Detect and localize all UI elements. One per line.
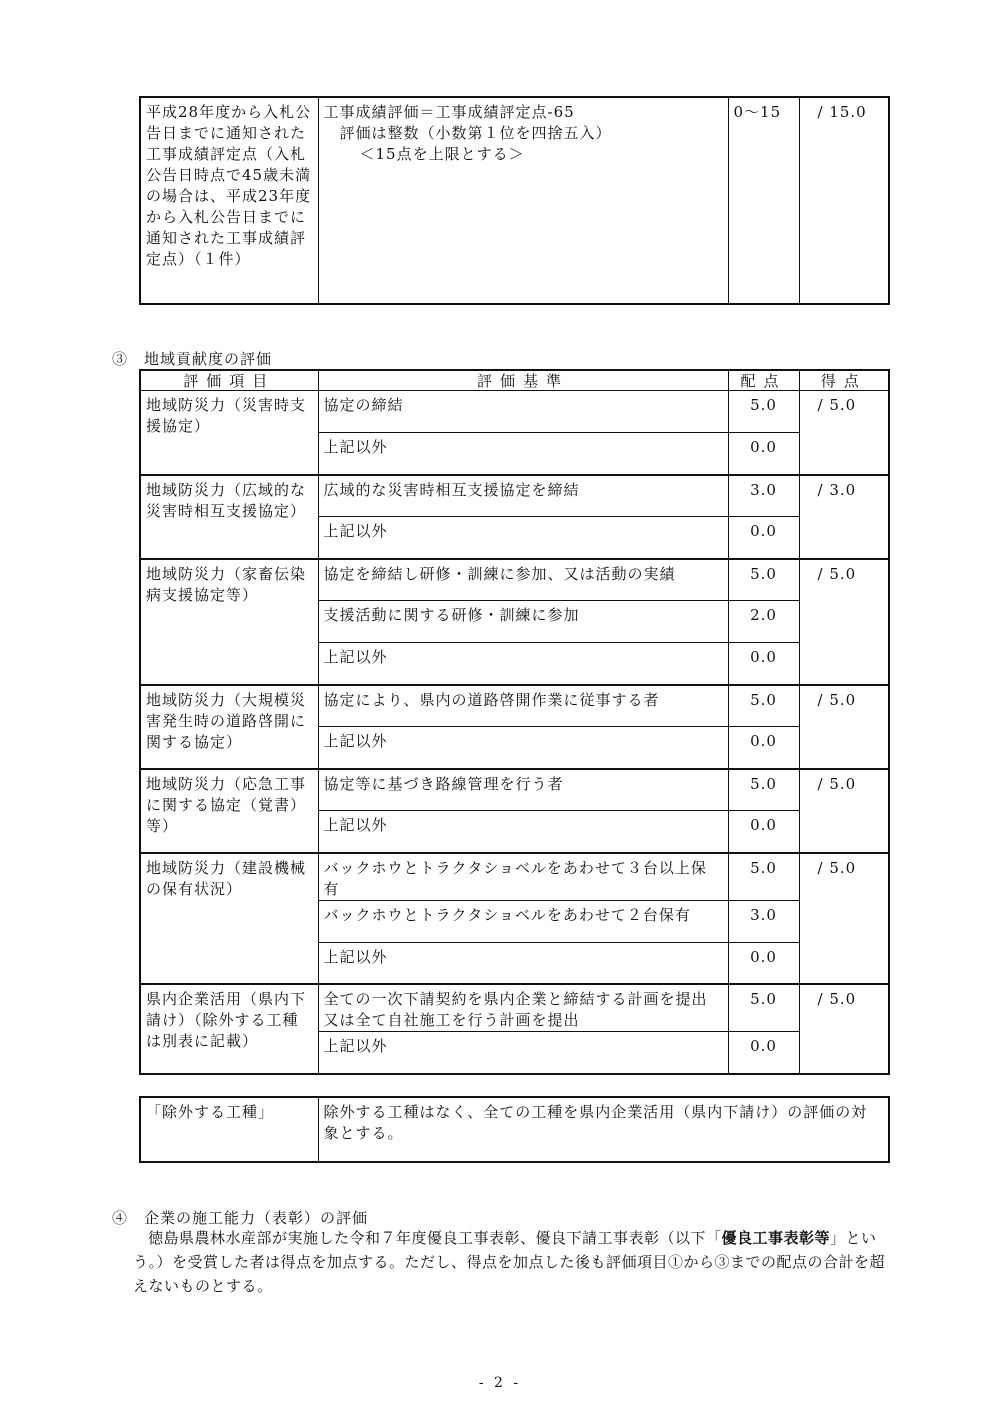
- points-value: 5.0: [750, 690, 777, 709]
- criteria-cell: [318, 727, 728, 769]
- section4-text-part2: 」という。）を受賞した者は得点を加点する。ただし、得点を加点した後も評価項目①から③までの配点の合計を超えないものとする。: [133, 1229, 886, 1295]
- points-cell: [728, 475, 799, 517]
- evaluation-item-cell: [140, 984, 318, 1074]
- criteria-cell: [318, 685, 728, 727]
- evaluation-item: 地域防災力（応急工事に関する協定（覚書）等）: [146, 774, 307, 835]
- section3-title: ③ 地域貢献度の評価: [112, 350, 273, 368]
- points-value: 0.0: [750, 438, 777, 456]
- points-value: 0.0: [750, 1037, 777, 1055]
- score-value: / 5.0: [817, 564, 857, 583]
- points-cell: [728, 942, 799, 984]
- evaluation-item-cell: [140, 391, 318, 475]
- criteria-text: 全ての一次下請契約を県内企業と締結する計画を提出又は全て自社施工を行う計画を提出: [323, 990, 708, 1029]
- top-item-text: 平成28年度から入札公告日までに通知された工事成績評定点（入札公告日時点で45歳未満の場合は、平成23年度から入札公告日までに通知された工事成績評定点）（１件）: [146, 103, 312, 268]
- evaluation-item-cell: [140, 559, 318, 685]
- score-value: / 5.0: [817, 774, 857, 793]
- criteria-cell: [318, 475, 728, 517]
- excluded-work-types-table: [139, 1096, 890, 1163]
- score-cell: [799, 769, 889, 853]
- criteria-cell: [318, 1032, 728, 1074]
- top-score-cell: [799, 97, 889, 304]
- points-cell: [728, 811, 799, 853]
- table-row: [140, 559, 889, 601]
- table-row: [140, 984, 889, 1032]
- criteria-text: 協定により、県内の道路啓開作業に従事する者: [323, 690, 660, 709]
- criteria-text: 協定の締結: [323, 396, 404, 414]
- criteria-text: 上記以外: [323, 732, 388, 750]
- table-row: [140, 685, 889, 727]
- points-cell: [728, 391, 799, 433]
- points-cell: [728, 643, 799, 685]
- points-value: 5.0: [750, 396, 777, 414]
- evaluation-item-cell: [140, 769, 318, 853]
- table-row: [140, 391, 889, 433]
- score-cell: [799, 853, 889, 985]
- score-cell: [799, 685, 889, 769]
- score-value: / 5.0: [817, 690, 857, 709]
- criteria-cell: [318, 391, 728, 433]
- evaluation-item: 地域防災力（広域的な災害時相互支援協定）: [146, 480, 307, 520]
- points-cell: [728, 727, 799, 769]
- points-value: 0.0: [750, 732, 777, 750]
- criteria-text: 上記以外: [323, 522, 388, 540]
- points-value: 5.0: [750, 858, 777, 877]
- points-cell: [728, 769, 799, 811]
- header-criteria: 評価基準: [318, 370, 728, 391]
- evaluation-item: 地域防災力（家畜伝染病支援協定等）: [146, 564, 307, 604]
- evaluation-item-cell: [140, 475, 318, 559]
- top-points: 0～15: [733, 103, 782, 121]
- criteria-text: 広域的な災害時相互支援協定を締結: [323, 480, 580, 499]
- table-row: [140, 475, 889, 517]
- points-value: 0.0: [750, 648, 777, 666]
- criteria-cell: [318, 853, 728, 901]
- points-value: 0.0: [750, 522, 777, 540]
- criteria-cell: [318, 601, 728, 643]
- criteria-cell: [318, 769, 728, 811]
- criteria-cell: [318, 643, 728, 685]
- header-item: 評価項目: [140, 370, 318, 391]
- page-number: - 2 -: [478, 1375, 522, 1391]
- points-value: 3.0: [750, 480, 777, 499]
- score-cell: [799, 391, 889, 475]
- criteria-text: 協定を締結し研修・訓練に参加、又は活動の実績: [323, 564, 676, 583]
- criteria-text: バックホウとトラクタショベルをあわせて２台保有: [323, 905, 691, 924]
- score-cell: [799, 984, 889, 1074]
- top-criteria-line1: 工事成績評価＝工事成績評定点-65: [323, 103, 575, 121]
- points-cell: [728, 601, 799, 643]
- top-criteria-cell: [318, 97, 728, 304]
- points-cell: [728, 984, 799, 1032]
- table-header-row: [140, 370, 889, 391]
- score-value: / 5.0: [817, 858, 857, 877]
- header-points: 配点: [728, 370, 799, 391]
- points-cell: [728, 853, 799, 901]
- points-value: 5.0: [750, 564, 777, 583]
- points-cell: [728, 559, 799, 601]
- score-value: / 5.0: [817, 990, 857, 1008]
- points-value: 5.0: [750, 774, 777, 793]
- exclude-text: 除外する工種はなく、全ての工種を県内企業活用（県内下請け）の評価の対象とする。: [323, 1103, 868, 1142]
- table-row: [140, 853, 889, 901]
- section4-text-part1: 徳島県農林水産部が実施した令和７年度優良工事表彰、優良下請工事表彰（以下「: [148, 1229, 722, 1247]
- section4-paragraph: [133, 1226, 893, 1298]
- table-row: [140, 769, 889, 811]
- section4-title: ④ 企業の施工能力（表彰）の評価: [112, 1209, 369, 1227]
- criteria-text: 上記以外: [323, 648, 388, 666]
- points-value: 2.0: [750, 606, 777, 624]
- top-points-cell: [728, 97, 799, 304]
- points-cell: [728, 900, 799, 942]
- criteria-text: バックホウとトラクタショベルをあわせて３台以上保有: [323, 858, 707, 898]
- top-score: / 15.0: [817, 103, 867, 121]
- criteria-text: 支援活動に関する研修・訓練に参加: [323, 606, 580, 624]
- section4-bold-term: 優良工事表彰等: [721, 1229, 831, 1247]
- points-cell: [728, 1032, 799, 1074]
- points-value: 0.0: [750, 947, 777, 966]
- evaluation-item: 県内企業活用（県内下請け）（除外する工種は別表に記載）: [146, 990, 307, 1050]
- score-cell: [799, 559, 889, 685]
- points-cell: [728, 685, 799, 727]
- criteria-cell: [318, 559, 728, 601]
- exclude-text-cell: [318, 1097, 889, 1162]
- points-cell: [728, 517, 799, 559]
- criteria-text: 上記以外: [323, 438, 388, 456]
- criteria-text: 協定等に基づき路線管理を行う者: [323, 774, 564, 793]
- criteria-cell: [318, 433, 728, 475]
- regional-contribution-table: [139, 369, 890, 1075]
- criteria-cell: [318, 984, 728, 1032]
- top-criteria-line3: ＜15点を上限とする＞: [359, 145, 525, 163]
- score-value: / 3.0: [817, 480, 857, 499]
- exclude-label: 「除外する工種」: [146, 1103, 275, 1121]
- points-value: 0.0: [750, 816, 777, 834]
- criteria-cell: [318, 942, 728, 984]
- criteria-text: 上記以外: [323, 947, 388, 966]
- top-item-cell: [140, 97, 318, 304]
- header-score: 得点: [799, 370, 889, 391]
- points-value: 5.0: [750, 990, 777, 1008]
- top-evaluation-table: [139, 96, 890, 305]
- criteria-cell: [318, 517, 728, 559]
- top-criteria-line2: 評価は整数（小数第１位を四捨五入）: [339, 124, 612, 142]
- evaluation-item: 地域防災力（災害時支援協定）: [146, 396, 307, 435]
- points-cell: [728, 433, 799, 475]
- criteria-text: 上記以外: [323, 1037, 388, 1055]
- evaluation-item: 地域防災力（建設機械の保有状況）: [146, 858, 307, 898]
- score-cell: [799, 475, 889, 559]
- criteria-text: 上記以外: [323, 816, 388, 834]
- criteria-cell: [318, 900, 728, 942]
- evaluation-item-cell: [140, 853, 318, 985]
- score-value: / 5.0: [817, 396, 857, 414]
- points-value: 3.0: [750, 905, 777, 924]
- criteria-cell: [318, 811, 728, 853]
- evaluation-item-cell: [140, 685, 318, 769]
- evaluation-item: 地域防災力（大規模災害発生時の道路啓開に関する協定）: [146, 690, 307, 751]
- exclude-label-cell: [140, 1097, 318, 1162]
